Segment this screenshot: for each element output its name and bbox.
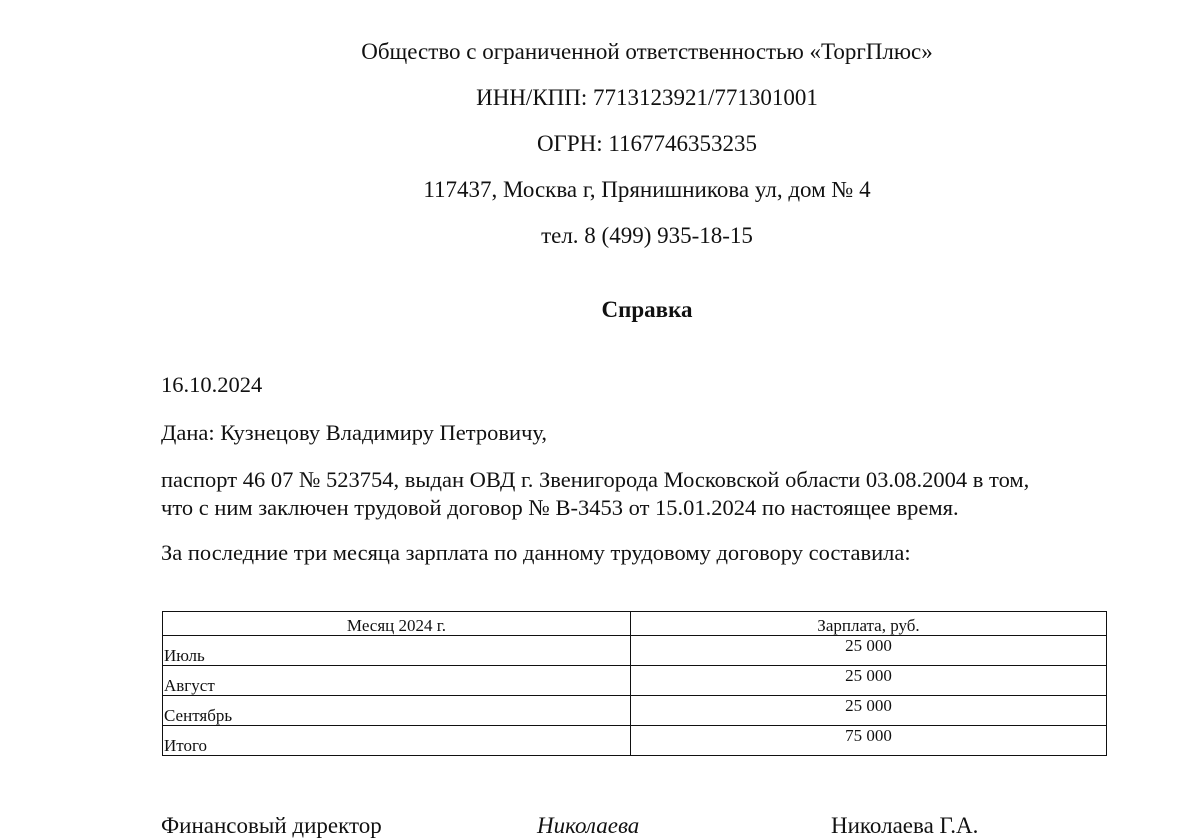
salary-table [162,611,1107,756]
row-month: Сентябрь [163,696,631,726]
issued-to: Дана: Кузнецову Владимиру Петровичу, [161,420,548,445]
row-amount: 25 000 [631,666,1107,696]
table-row-total [163,726,1107,756]
row-month: Август [163,666,631,696]
body-line-2: что с ним заключен трудовой договор № В-3453 от 15.01.2024 по настоящее время. [161,495,959,520]
company-phone: тел. 8 (499) 935-18-15 [541,223,753,248]
document-title: Справка [601,297,693,322]
row-amount: 75 000 [631,726,1107,756]
row-amount: 25 000 [631,696,1107,726]
handwritten-signature: Николаева [537,813,640,838]
header-month: Месяц 2024 г. [163,612,631,636]
table-row [163,696,1107,726]
row-amount: 25 000 [631,636,1107,666]
document-date: 16.10.2024 [161,372,263,397]
table-row [163,666,1107,696]
company-name: Общество с ограниченной ответственностью «ТоргПлюс» [361,39,933,64]
signer-position: Финансовый директор [161,813,382,838]
row-month: Итого [163,726,631,756]
signer-name: Николаева Г.А. [831,813,979,838]
company-address: 117437, Москва г, Прянишникова ул, дом № 4 [423,177,871,202]
table-row [163,636,1107,666]
header-salary: Зарплата, руб. [631,612,1107,636]
body-line-1: паспорт 46 07 № 523754, выдан ОВД г. Звенигорода Московской области 03.08.2004 в том, [161,467,1030,492]
company-ogrn: ОГРН: 1167746353235 [536,131,758,156]
company-inn-kpp: ИНН/КПП: 7713123921/771301001 [476,85,818,110]
row-month: Июль [163,636,631,666]
table-header-row [163,612,1107,636]
salary-intro: За последние три месяца зарплата по данному трудовому договору составила: [161,540,911,565]
